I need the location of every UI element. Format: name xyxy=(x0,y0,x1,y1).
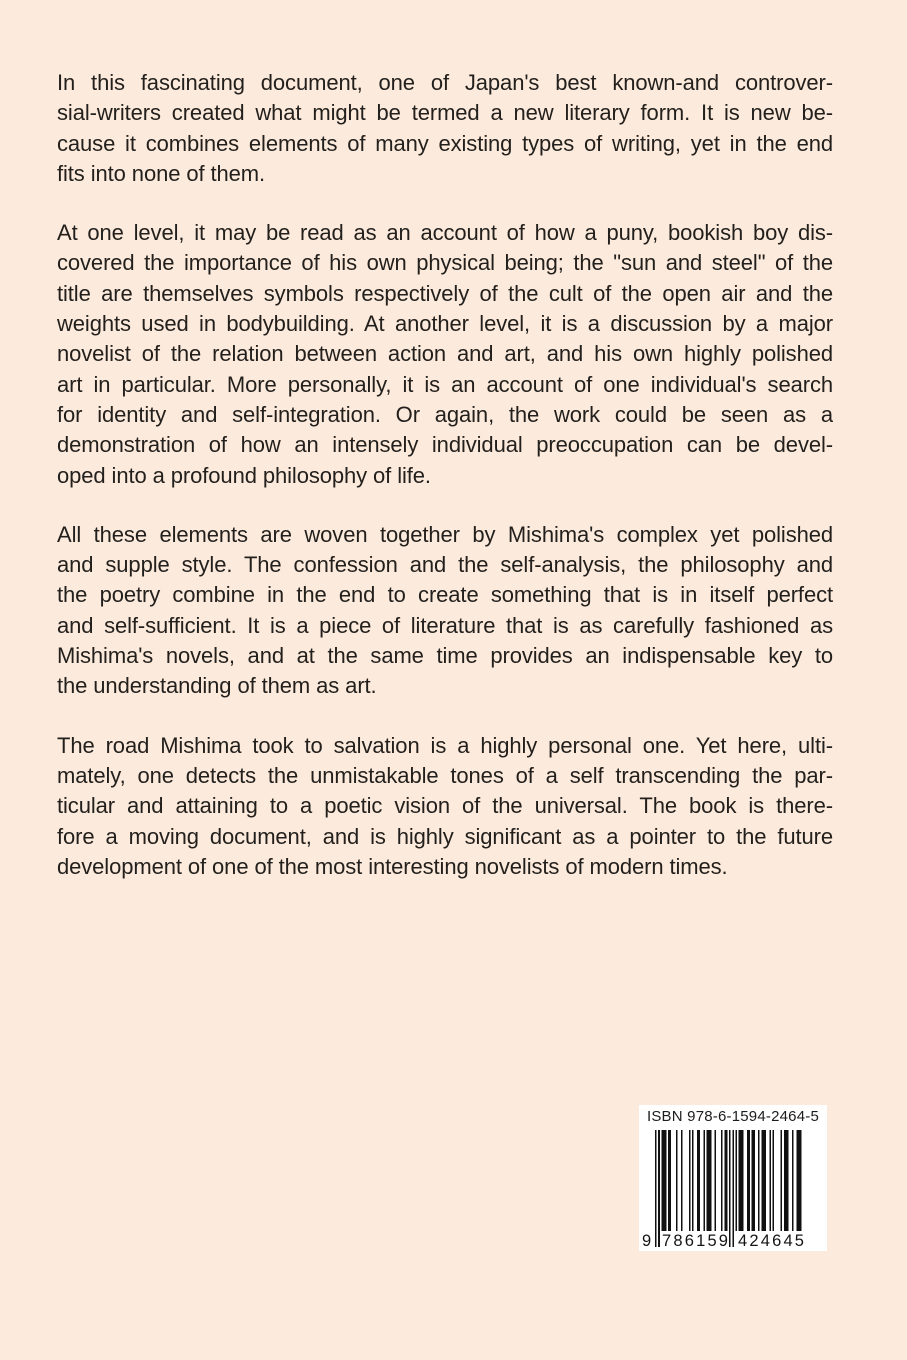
barcode-digit-prefix: 9 xyxy=(642,1232,652,1250)
barcode-digit: 9 xyxy=(718,1232,728,1250)
text-line: At one level, it may be read as an account of how a puny, bookish boy dis- xyxy=(57,220,833,246)
text-line: sial-writers created what might be termed a new literary form. It is new be- xyxy=(57,100,833,126)
text-line: demonstration of how an intensely individual preoccupation can be devel- xyxy=(57,432,833,458)
barcode-panel xyxy=(639,1105,827,1251)
text-line: cause it combines elements of many existing types of writing, yet in the end xyxy=(57,130,833,156)
text-line: fore a moving document, and is highly significant as a pointer to the future xyxy=(57,823,833,849)
text-line: oped into a profound philosophy of life. xyxy=(57,462,431,488)
text-line: ticular and attaining to a poetic vision of the universal. The book is there- xyxy=(57,793,833,819)
barcode-digits-left xyxy=(661,1231,729,1251)
barcode-digit: 5 xyxy=(794,1232,804,1250)
text-line: All these elements are woven together by Mishima's complex yet polished xyxy=(57,521,833,547)
text-line: development of one of the most interesting novelists of modern times. xyxy=(57,853,728,879)
text-line: covered the importance of his own physical being; the "sun and steel" of the xyxy=(57,250,833,276)
barcode-digit: 6 xyxy=(772,1232,782,1250)
barcode-digit: 6 xyxy=(684,1232,694,1250)
text-line: fits into none of them. xyxy=(57,160,266,186)
barcode-digit: 4 xyxy=(760,1232,770,1250)
paragraph xyxy=(57,520,833,702)
barcode-digit: 5 xyxy=(707,1232,717,1250)
paragraph xyxy=(57,68,833,189)
text-line: weights used in bodybuilding. At another level, it is a discussion by a major xyxy=(57,311,833,337)
paragraph xyxy=(57,218,833,491)
text-line: and supple style. The confession and the self-analysis, the philosophy and xyxy=(57,552,833,578)
barcode-digit: 4 xyxy=(738,1232,748,1250)
text-line: mately, one detects the unmistakable tones of a self transcending the par- xyxy=(57,762,833,788)
text-line: for identity and self-integration. Or again, the work could be seen as a xyxy=(57,401,833,427)
text-line: and self-sufficient. It is a piece of literature that is as carefully fashioned as xyxy=(57,612,833,638)
isbn-label: ISBN 978-6-1594-2464-5 xyxy=(646,1108,819,1125)
text-line: novelist of the relation between action and art, and his own highly polished xyxy=(57,341,833,367)
synopsis-text-block xyxy=(57,68,833,882)
text-line: title are themselves symbols respectively of the cult of the open air and the xyxy=(57,280,833,306)
text-line: art in particular. More personally, it is an account of one individual's search xyxy=(57,371,833,397)
barcode-digit: 1 xyxy=(696,1232,706,1250)
barcode-digit: 2 xyxy=(749,1232,759,1250)
barcode-digits xyxy=(639,1231,827,1251)
text-line: the understanding of them as art. xyxy=(57,673,377,699)
text-line: The road Mishima took to salvation is a highly personal one. Yet here, ulti- xyxy=(57,732,833,758)
text-line: Mishima's novels, and at the same time provides an indispensable key to xyxy=(57,643,833,669)
ean13-barcode xyxy=(655,1130,808,1247)
text-line: In this fascinating document, one of Japan's best known-and controver- xyxy=(57,70,833,95)
barcode-digit: 4 xyxy=(783,1232,793,1250)
paragraph xyxy=(57,731,833,882)
barcode-digit: 7 xyxy=(662,1232,672,1250)
text-line: the poetry combine in the end to create something that is in itself perfect xyxy=(57,582,833,608)
barcode-digit: 8 xyxy=(673,1232,683,1250)
barcode-digits-right xyxy=(737,1231,805,1251)
